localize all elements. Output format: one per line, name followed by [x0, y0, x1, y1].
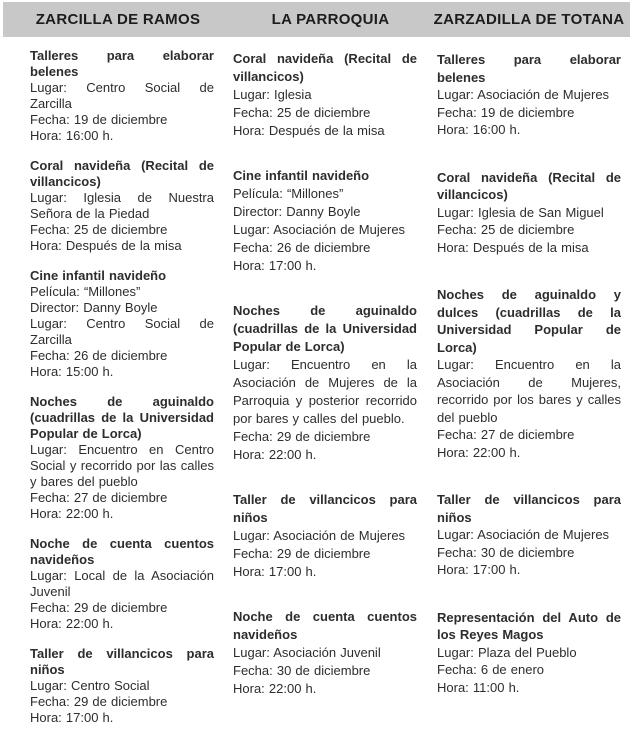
event-entry: [30, 646, 214, 726]
event-detail-line: Hora: 15:00 h.: [30, 364, 114, 379]
event-detail-line: Hora: 22:00 h.: [233, 447, 317, 462]
event-detail-line: Hora: Después de la misa: [437, 239, 589, 255]
event-entry: [437, 491, 621, 579]
event-detail-line: Hora: 17:00 h.: [30, 710, 114, 725]
event-entry: [437, 51, 621, 139]
event-title: Taller de villancicos para niños: [30, 646, 214, 677]
event-detail-line: Director: Danny Boyle: [30, 300, 158, 315]
event-detail-line: Hora: 22:00 h.: [437, 444, 521, 460]
event-detail-line: Lugar: Plaza del Pueblo: [437, 644, 577, 660]
event-detail-line: Lugar: Encuentro en la Asociación de Mujeres, recorrido por los bares y calles del pueblo: [437, 357, 621, 425]
event-detail-line: Fecha: 6 de enero: [437, 662, 545, 677]
event-detail-line: Fecha: 30 de diciembre: [437, 544, 575, 560]
event-detail-line: Hora: 16:00 h.: [30, 128, 114, 143]
event-entry: [437, 609, 621, 697]
event-detail-line: Hora: 22:00 h.: [30, 616, 114, 631]
event-detail-line: Lugar: Asociación de Mujeres: [437, 527, 610, 542]
column-header-zarcilla-de-ramos: ZARCILLA DE RAMOS: [35, 11, 201, 28]
event-entry: [437, 286, 621, 461]
event-detail-line: Hora: 17:00 h.: [233, 564, 317, 579]
event-entry: [30, 158, 214, 254]
event-entry: [30, 394, 214, 522]
event-detail-line: Fecha: 19 de diciembre: [437, 104, 575, 120]
event-detail-line: Hora: 16:00 h.: [437, 122, 521, 137]
event-detail-line: Hora: 17:00 h.: [437, 562, 521, 577]
event-title: Noche de cuenta cuentos navideños: [233, 609, 417, 642]
event-entry: [233, 608, 417, 698]
event-detail-line: Hora: 11:00 h.: [437, 679, 520, 695]
event-detail-line: Fecha: 26 de diciembre: [233, 240, 371, 255]
event-title: Taller de villancicos para niños: [233, 492, 417, 525]
event-detail-line: Fecha: 27 de diciembre: [437, 427, 575, 442]
header-bar: [3, 2, 630, 37]
event-detail-line: Fecha: 25 de diciembre: [233, 105, 371, 120]
event-detail-line: Película: “Millones”: [30, 284, 141, 299]
event-entry: [30, 268, 214, 380]
event-detail-line: Lugar: Centro Social de Zarcilla: [30, 80, 214, 111]
event-detail-line: Fecha: 27 de diciembre: [30, 490, 168, 505]
event-entry: [233, 491, 417, 581]
event-title: Taller de villancicos para niños: [437, 492, 621, 525]
event-title: Coral navideña (Recital de villancicos): [437, 169, 621, 202]
event-detail-line: Lugar: Encuentro en Centro Social y recorrido por las calles y bares del pueblo: [30, 442, 214, 489]
event-detail-line: Fecha: 29 de diciembre: [30, 600, 168, 615]
column-la-parroquia: [233, 38, 417, 725]
event-detail-line: Fecha: 29 de diciembre: [233, 429, 371, 444]
event-title: Coral navideña (Recital de villancicos): [233, 51, 417, 84]
event-title: Noches de aguinaldo (cuadrillas de la Universidad Popular de Lorca): [233, 303, 417, 354]
column-header-zarzadilla-de-totana: ZARZADILLA DE TOTANA: [433, 11, 625, 28]
event-title: Cine infantil navideño: [30, 268, 167, 283]
event-entry: [30, 536, 214, 632]
event-detail-line: Fecha: 25 de diciembre: [30, 222, 168, 237]
event-detail-line: Director: Danny Boyle: [233, 204, 361, 219]
event-detail-line: Lugar: Asociación de Mujeres: [437, 87, 610, 102]
event-detail-line: Lugar: Asociación Juvenil: [233, 645, 381, 660]
event-detail-line: Fecha: 29 de diciembre: [30, 694, 168, 709]
event-entry: [30, 48, 214, 144]
event-entry: [233, 50, 417, 140]
event-detail-line: Lugar: Local de la Asociación Juvenil: [30, 568, 214, 599]
column-zarzadilla-de-totana: [437, 38, 621, 726]
event-detail-line: Fecha: 26 de diciembre: [30, 348, 168, 363]
event-detail-line: Hora: 22:00 h.: [30, 506, 114, 521]
column-header-la-parroquia: LA PARROQUIA: [271, 11, 390, 28]
event-title: Representación del Auto de los Reyes Magos: [437, 609, 621, 642]
event-detail-line: Hora: Después de la misa: [30, 238, 182, 253]
event-detail-line: Fecha: 25 de diciembre: [437, 222, 575, 237]
event-detail-line: Fecha: 29 de diciembre: [233, 546, 371, 561]
event-title: Cine infantil navideño: [233, 168, 370, 183]
event-detail-line: Hora: 17:00 h.: [233, 258, 317, 273]
event-title: Noches de aguinaldo y dulces (cuadrillas de la Universidad Popular de Lorca): [437, 287, 621, 355]
event-detail-line: Lugar: Iglesia: [233, 87, 312, 102]
event-detail-line: Lugar: Iglesia de San Miguel: [437, 204, 604, 220]
event-title: Talleres para elaborar belenes: [437, 52, 621, 85]
event-title: Coral navideña (Recital de villancicos): [30, 158, 214, 189]
event-title: Talleres para elaborar belenes: [30, 48, 214, 79]
event-detail-line: Hora: Después de la misa: [233, 123, 385, 138]
event-detail-line: Lugar: Asociación de Mujeres: [233, 528, 406, 543]
event-detail-line: Hora: 22:00 h.: [233, 681, 317, 696]
event-entry: [233, 302, 417, 464]
columns-container: [0, 38, 621, 732]
event-detail-line: Fecha: 19 de diciembre: [30, 112, 168, 127]
event-entry: [437, 169, 621, 257]
column-zarcilla-de-ramos: [30, 38, 214, 732]
event-title: Noche de cuenta cuentos navideños: [30, 536, 214, 567]
event-detail-line: Fecha: 30 de diciembre: [233, 663, 371, 678]
event-detail-line: Lugar: Asociación de Mujeres: [233, 222, 406, 237]
event-detail-line: Película: “Millones”: [233, 186, 344, 201]
event-title: Noches de aguinaldo (cuadrillas de la Universidad Popular de Lorca): [30, 394, 214, 441]
event-entry: [233, 167, 417, 275]
event-detail-line: Lugar: Encuentro en la Asociación de Mujeres de la Parroquia y posterior recorrido por bares y calles del pueblo.: [233, 357, 417, 426]
event-detail-line: Lugar: Iglesia de Nuestra Señora de la Piedad: [30, 190, 214, 221]
event-detail-line: Lugar: Centro Social de Zarcilla: [30, 316, 214, 347]
event-detail-line: Lugar: Centro Social: [30, 678, 150, 693]
